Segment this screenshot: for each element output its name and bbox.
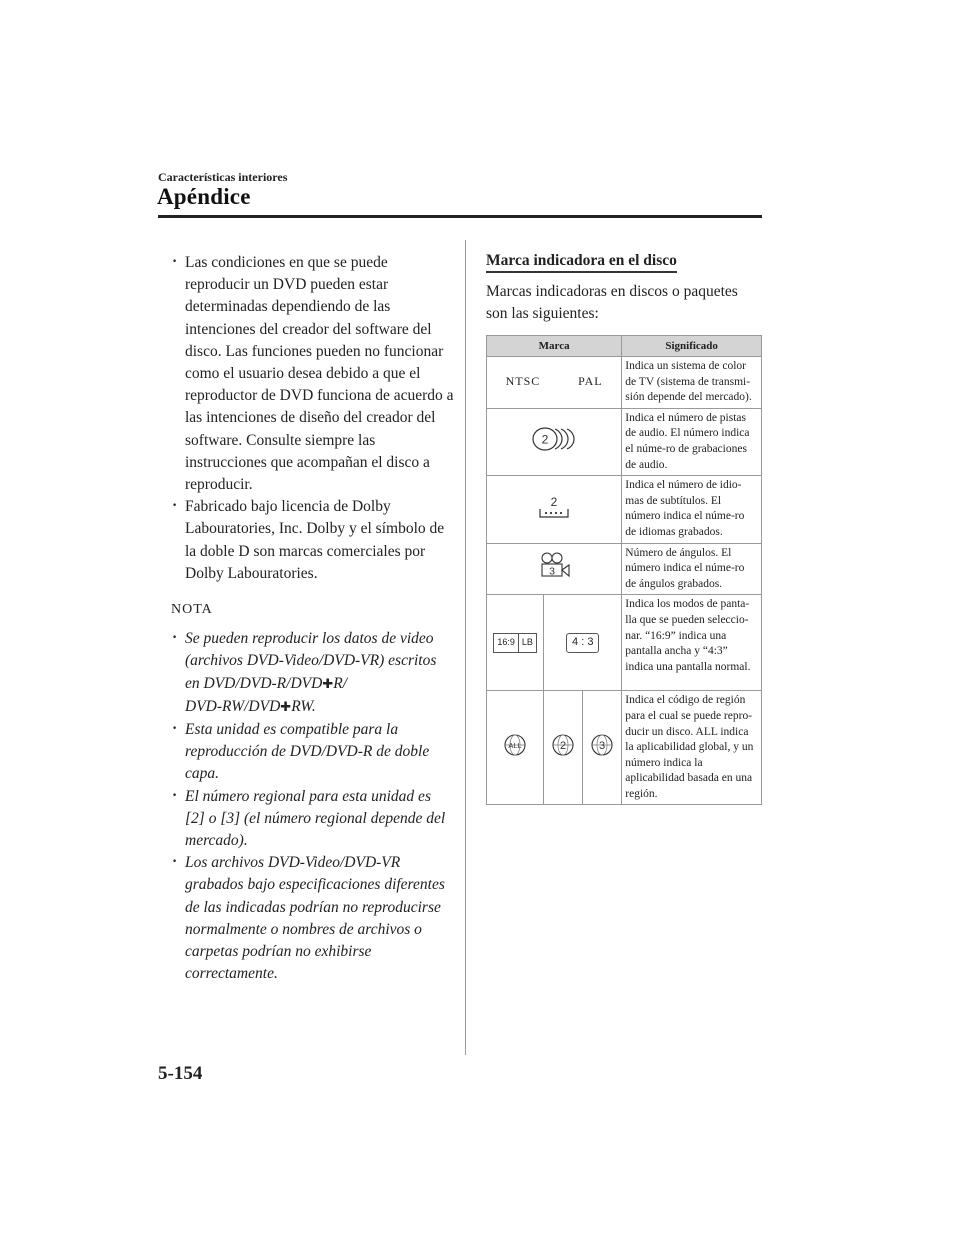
note-text: DVD-RW/DVD	[185, 697, 281, 715]
marks-table	[486, 335, 762, 805]
mark-cell	[487, 543, 622, 595]
left-column	[172, 252, 454, 986]
mark-cell	[487, 691, 544, 805]
column-divider	[465, 240, 466, 1055]
list-item: · Las condiciones en que se puede reproducir un DVD pueden estar determinadas dependiendo de las intenciones del creador del software del disco. Las funciones pueden no funcionar como el usuario desea debido a que el reproductor de DVD funciona de acuerdo a las intenciones de diseño del creador del software. Consulte siempre las instrucciones que acompañan el disco a reproducir.	[172, 252, 454, 496]
note-text: RW.	[291, 697, 316, 715]
section-label: Características interiores	[158, 170, 288, 184]
note-item: · El número regional para esta unidad es [2] o [3] (el número regional depende del mercado).	[172, 786, 454, 853]
audio-tracks-number: 2	[541, 432, 549, 447]
mark-cell	[544, 595, 622, 691]
plus-icon: ✚	[322, 676, 334, 692]
pal-label: PAL	[578, 374, 603, 389]
note-item: · Los archivos DVD-Video/DVD-VR grabados bajo especificaciones diferentes de las indicadas podrían no reproducirse normalmente o nombres de archivos o carpetas podrían no exhibirse correctamente.	[172, 852, 454, 985]
header-rule	[158, 215, 762, 218]
meaning-cell: Indica los modos de panta-lla que se pueden seleccio-nar. “16:9” indica una pantalla ancha y “4:3” indica una pantalla normal.	[622, 595, 762, 691]
region-all-label: ALL	[508, 741, 522, 751]
right-column	[486, 252, 762, 805]
mark-cell	[487, 357, 622, 409]
region-globe-icon	[503, 733, 527, 757]
meaning-cell: Indica el número de pistas de audio. El número indica el núme-ro de grabaciones de audio.	[622, 408, 762, 475]
table-row	[487, 476, 762, 543]
note-list	[172, 628, 454, 985]
table-header: Marca	[487, 336, 622, 357]
table-row	[487, 543, 762, 595]
table-header: Significado	[622, 336, 762, 357]
ntsc-label: NTSC	[505, 374, 541, 389]
mark-cell	[544, 691, 583, 805]
list-item: · Fabricado bajo licencia de Dolby Labouratories, Inc. Dolby y el símbolo de la doble D son marcas comerciales por Dolby Labouratories.	[172, 496, 454, 585]
table-row	[487, 691, 762, 805]
note-item: · Esta unidad es compatible para la reproducción de DVD/DVD-R de doble capa.	[172, 719, 454, 786]
plus-icon: ✚	[280, 699, 292, 715]
subtitles-number: 2	[550, 494, 558, 509]
note-text: R/	[333, 674, 348, 692]
region-3-label: 3	[599, 740, 606, 753]
mark-cell	[583, 691, 622, 805]
meaning-cell: Número de ángulos. El número indica el núme-ro de ángulos grabados.	[622, 543, 762, 595]
mark-cell	[487, 595, 544, 691]
meaning-cell: Indica el código de región para el cual se puede repro-ducir un disco. ALL indica la aplicabilidad global, y un número indica la aplicabilidad basada en una región.	[622, 691, 762, 805]
ratio-16-9-label: 16:9	[494, 634, 519, 652]
widescreen-mark	[493, 633, 537, 653]
page-title: Apéndice	[157, 184, 251, 209]
angles-camera-icon	[534, 551, 574, 581]
mark-cell	[487, 408, 622, 475]
table-row	[487, 595, 762, 691]
page-number: 5-154	[158, 1063, 203, 1084]
letterbox-label: LB	[521, 637, 533, 648]
note-item	[172, 628, 454, 719]
meaning-cell: Indica un sistema de color de TV (sistema de transmi-sión depende del mercado).	[622, 357, 762, 409]
table-row	[487, 408, 762, 475]
note-text: Se pueden reproducir los datos de video (archivos DVD-Video/DVD-VR) escritos en DVD/DVD-R/DVD	[185, 630, 437, 692]
section-intro: Marcas indicadoras en discos o paquetes son las siguientes:	[486, 283, 738, 322]
angles-number: 3	[549, 565, 556, 578]
region-2-label: 2	[560, 740, 567, 753]
ratio-4-3-mark: 4 : 3	[566, 633, 599, 653]
section-heading: Marca indicadora en el disco	[486, 252, 677, 273]
audio-tracks-icon	[531, 426, 577, 452]
table-row	[487, 357, 762, 409]
meaning-cell: Indica el número de idio-mas de subtítulos. El número indica el núme-ro de idiomas grabados.	[622, 476, 762, 543]
region-globe-icon	[590, 733, 614, 757]
note-title: NOTA	[171, 602, 213, 618]
mark-cell	[487, 476, 622, 543]
region-globe-icon	[551, 733, 575, 757]
subtitles-icon	[537, 493, 571, 521]
